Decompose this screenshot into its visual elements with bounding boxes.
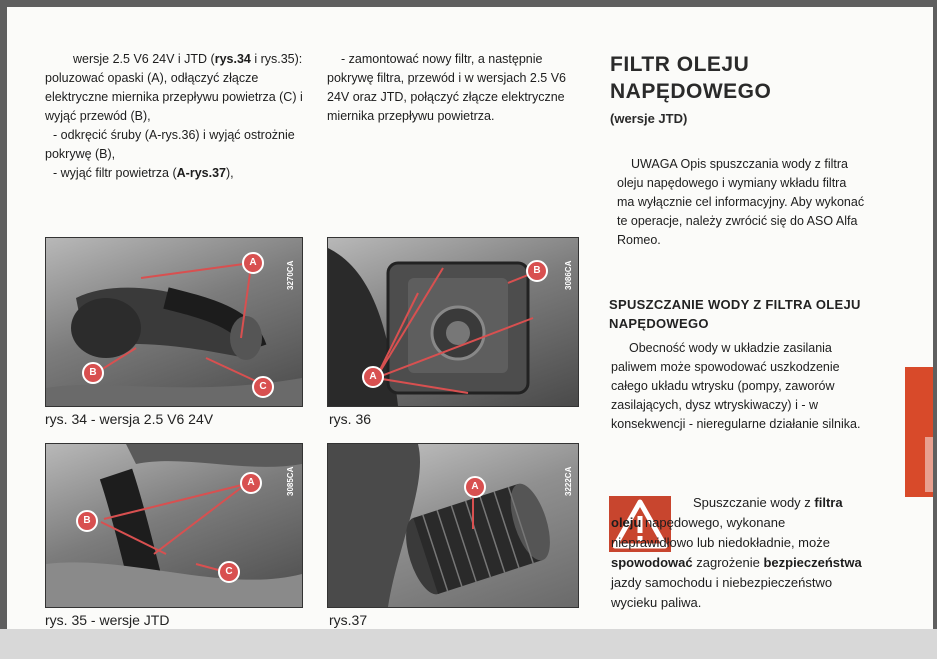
instructions-column-2 [327,50,589,126]
text-run: napędowego, wykonane nieprawidłowo lub niedokładnie, może [611,515,830,550]
text-run-bold: bezpieczeństwa [763,555,862,570]
manual-page [7,7,933,629]
text-run: wyjąć [45,109,77,123]
step-unscrew: - odkręcić śruby (A-rys.36) i wyjąć ostrożnie pokrywę (B), [45,128,295,161]
figure-35 [45,443,303,608]
step-loosen-clamps [45,50,313,126]
instructions-column-1 [45,50,313,183]
text-run: odłączyć złącze elektryczne [45,71,259,104]
water-drain-paragraph: Obecność wody w układzie zasilania paliwem może spowodować uszkodzenie całego układu wtrysku (pompy, zaworów zasilających, dysz wtryskiwaczy) i - w konsekwencji - nieregularne działanie silnika. [611,341,861,431]
callout-a: A [242,252,264,274]
step-install-filter [327,50,589,126]
figure-37 [327,443,579,608]
section-title-line-1: FILTR OLEJU [610,53,750,76]
callout-a: A [362,366,384,388]
text-run-bold: A-rys.37 [176,166,226,180]
callout-b: B [526,260,548,282]
figure-code: 3270CA [286,260,295,290]
figure-36-caption: rys. 36 [329,411,372,427]
figure-37-caption: rys.37 [329,612,368,628]
text-run: miernika przepływu powietrza (C) i [108,90,303,104]
section-subtitle: (wersje JTD) [610,111,688,126]
text-run: połączyć [410,90,460,104]
text-run: złącze elektryczne miernika przepływu powietrza. [327,90,565,123]
callout-b: B [76,510,98,532]
step-remove-filter [45,164,313,183]
callout-b: B [82,362,104,384]
section-title-line-2: NAPĘDOWEGO [610,80,772,103]
text-run: - wyjąć filtr powietrza ( [53,166,177,180]
scan-bottom-strip [0,629,937,659]
chapter-tab-marker-secondary [925,437,933,492]
callout-a: A [464,476,486,498]
warning-paragraph [611,493,869,613]
text-run: zagrożenie [692,555,764,570]
figure-37-illustration [328,444,578,607]
text-run: Spuszczanie wody z [693,495,815,510]
figure-36 [327,237,579,407]
subsection-heading: SPUSZCZANIE WODY Z FILTRA OLEJU NAPĘDOWEGO [609,297,861,331]
text-run: przewód (B), [76,109,151,123]
figure-code: 3085CA [286,466,295,496]
text-run: jazdy samochodu i niebezpieczeństwo wycieku paliwa. [611,575,833,610]
callout-a: A [240,472,262,494]
section-title [610,51,890,105]
text-run: ), [225,166,234,180]
figure-35-caption: rys. 35 - wersje JTD [45,612,170,628]
text-run: , przewód i w wersjach 2.5 V6 24V oraz JTD, [327,71,567,104]
figure-34 [45,237,303,407]
callout-c: C [218,561,240,583]
text-run: filtra [377,71,401,85]
figure-code: 3086CA [564,260,573,290]
text-run: wersje 2.5 V6 24V i JTD ( [73,52,215,66]
text-run-bold: spowodować [611,555,693,570]
text-run: - zamontować nowy filtr, a następnie pokrywę [327,52,543,85]
text-run: i rys.35): poluzować opaski (A), [45,52,303,85]
text-run-bold: filtra oleju [611,495,843,530]
figure-code: 3222CA [564,466,573,496]
notice-paragraph: UWAGA Opis spuszczania wody z filtra oleju napędowego i wymiany wkładu filtra ma wyłącznie cel informacyjny. Aby wykonać te operacje, należy zwrócić się do ASO Alfa Romeo. [617,157,865,247]
text-run-bold: rys.34 [214,52,251,66]
callout-c: C [252,376,274,398]
figure-34-caption: rys. 34 - wersja 2.5 V6 24V [45,411,214,427]
